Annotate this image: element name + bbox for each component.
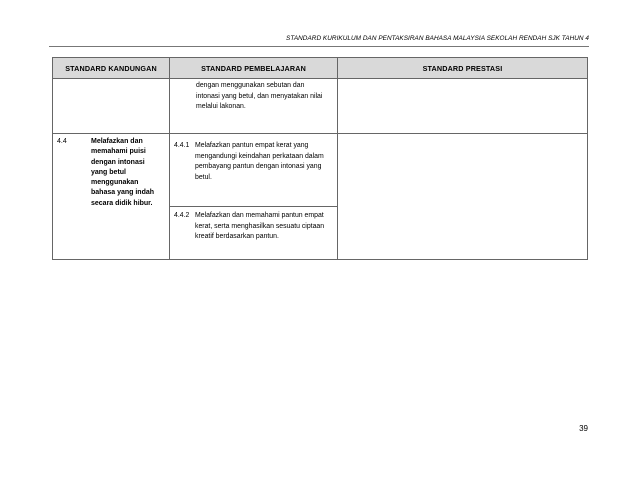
pembelajaran-text: Melafazkan pantun empat kerat yang mengandungi keindahan perkataan dalam pembayang pantun dengan intonasi yang betul. [195, 142, 324, 181]
table-row [53, 134, 588, 207]
page-number: 39 [579, 424, 588, 433]
kandungan-number: 4.4 [57, 138, 67, 145]
pembelajaran-text: Melafazkan dan memahami pantun empat kerat, serta menghasilkan sesuatu ciptaan kreatif berdasarkan pantun. [195, 212, 325, 240]
table-header-row [53, 58, 588, 79]
column-header-pembelajaran: STANDARD PEMBELAJARAN [170, 58, 338, 79]
header-rule [49, 46, 589, 47]
prestasi-cell [338, 79, 588, 134]
table-row [53, 79, 588, 134]
prestasi-cell [338, 134, 588, 260]
pembelajaran-number: 4.4.2 [174, 212, 190, 219]
kandungan-text: Melafazkan dan memahami puisi dengan intonasi yang betul menggunakan bahasa yang indah secara didik hibur. [91, 138, 155, 207]
pembelajaran-cell [170, 134, 338, 207]
kandungan-cell-empty [53, 79, 170, 134]
pembelajaran-number: 4.4.1 [174, 142, 190, 149]
column-header-prestasi: STANDARD PRESTASI [338, 58, 588, 79]
continuation-text: dengan menggunakan sebutan dan intonasi yang betul, dan menyatakan nilai melalui lakonan. [196, 82, 323, 110]
running-header: STANDARD KURIKULUM DAN PENTAKSIRAN BAHASA MALAYSIA SEKOLAH RENDAH SJK TAHUN 4 [286, 35, 589, 42]
curriculum-table [52, 57, 588, 260]
column-header-kandungan: STANDARD KANDUNGAN [53, 58, 170, 79]
kandungan-cell [53, 134, 170, 260]
pembelajaran-cell-continuation [170, 79, 338, 134]
pembelajaran-cell [170, 207, 338, 260]
